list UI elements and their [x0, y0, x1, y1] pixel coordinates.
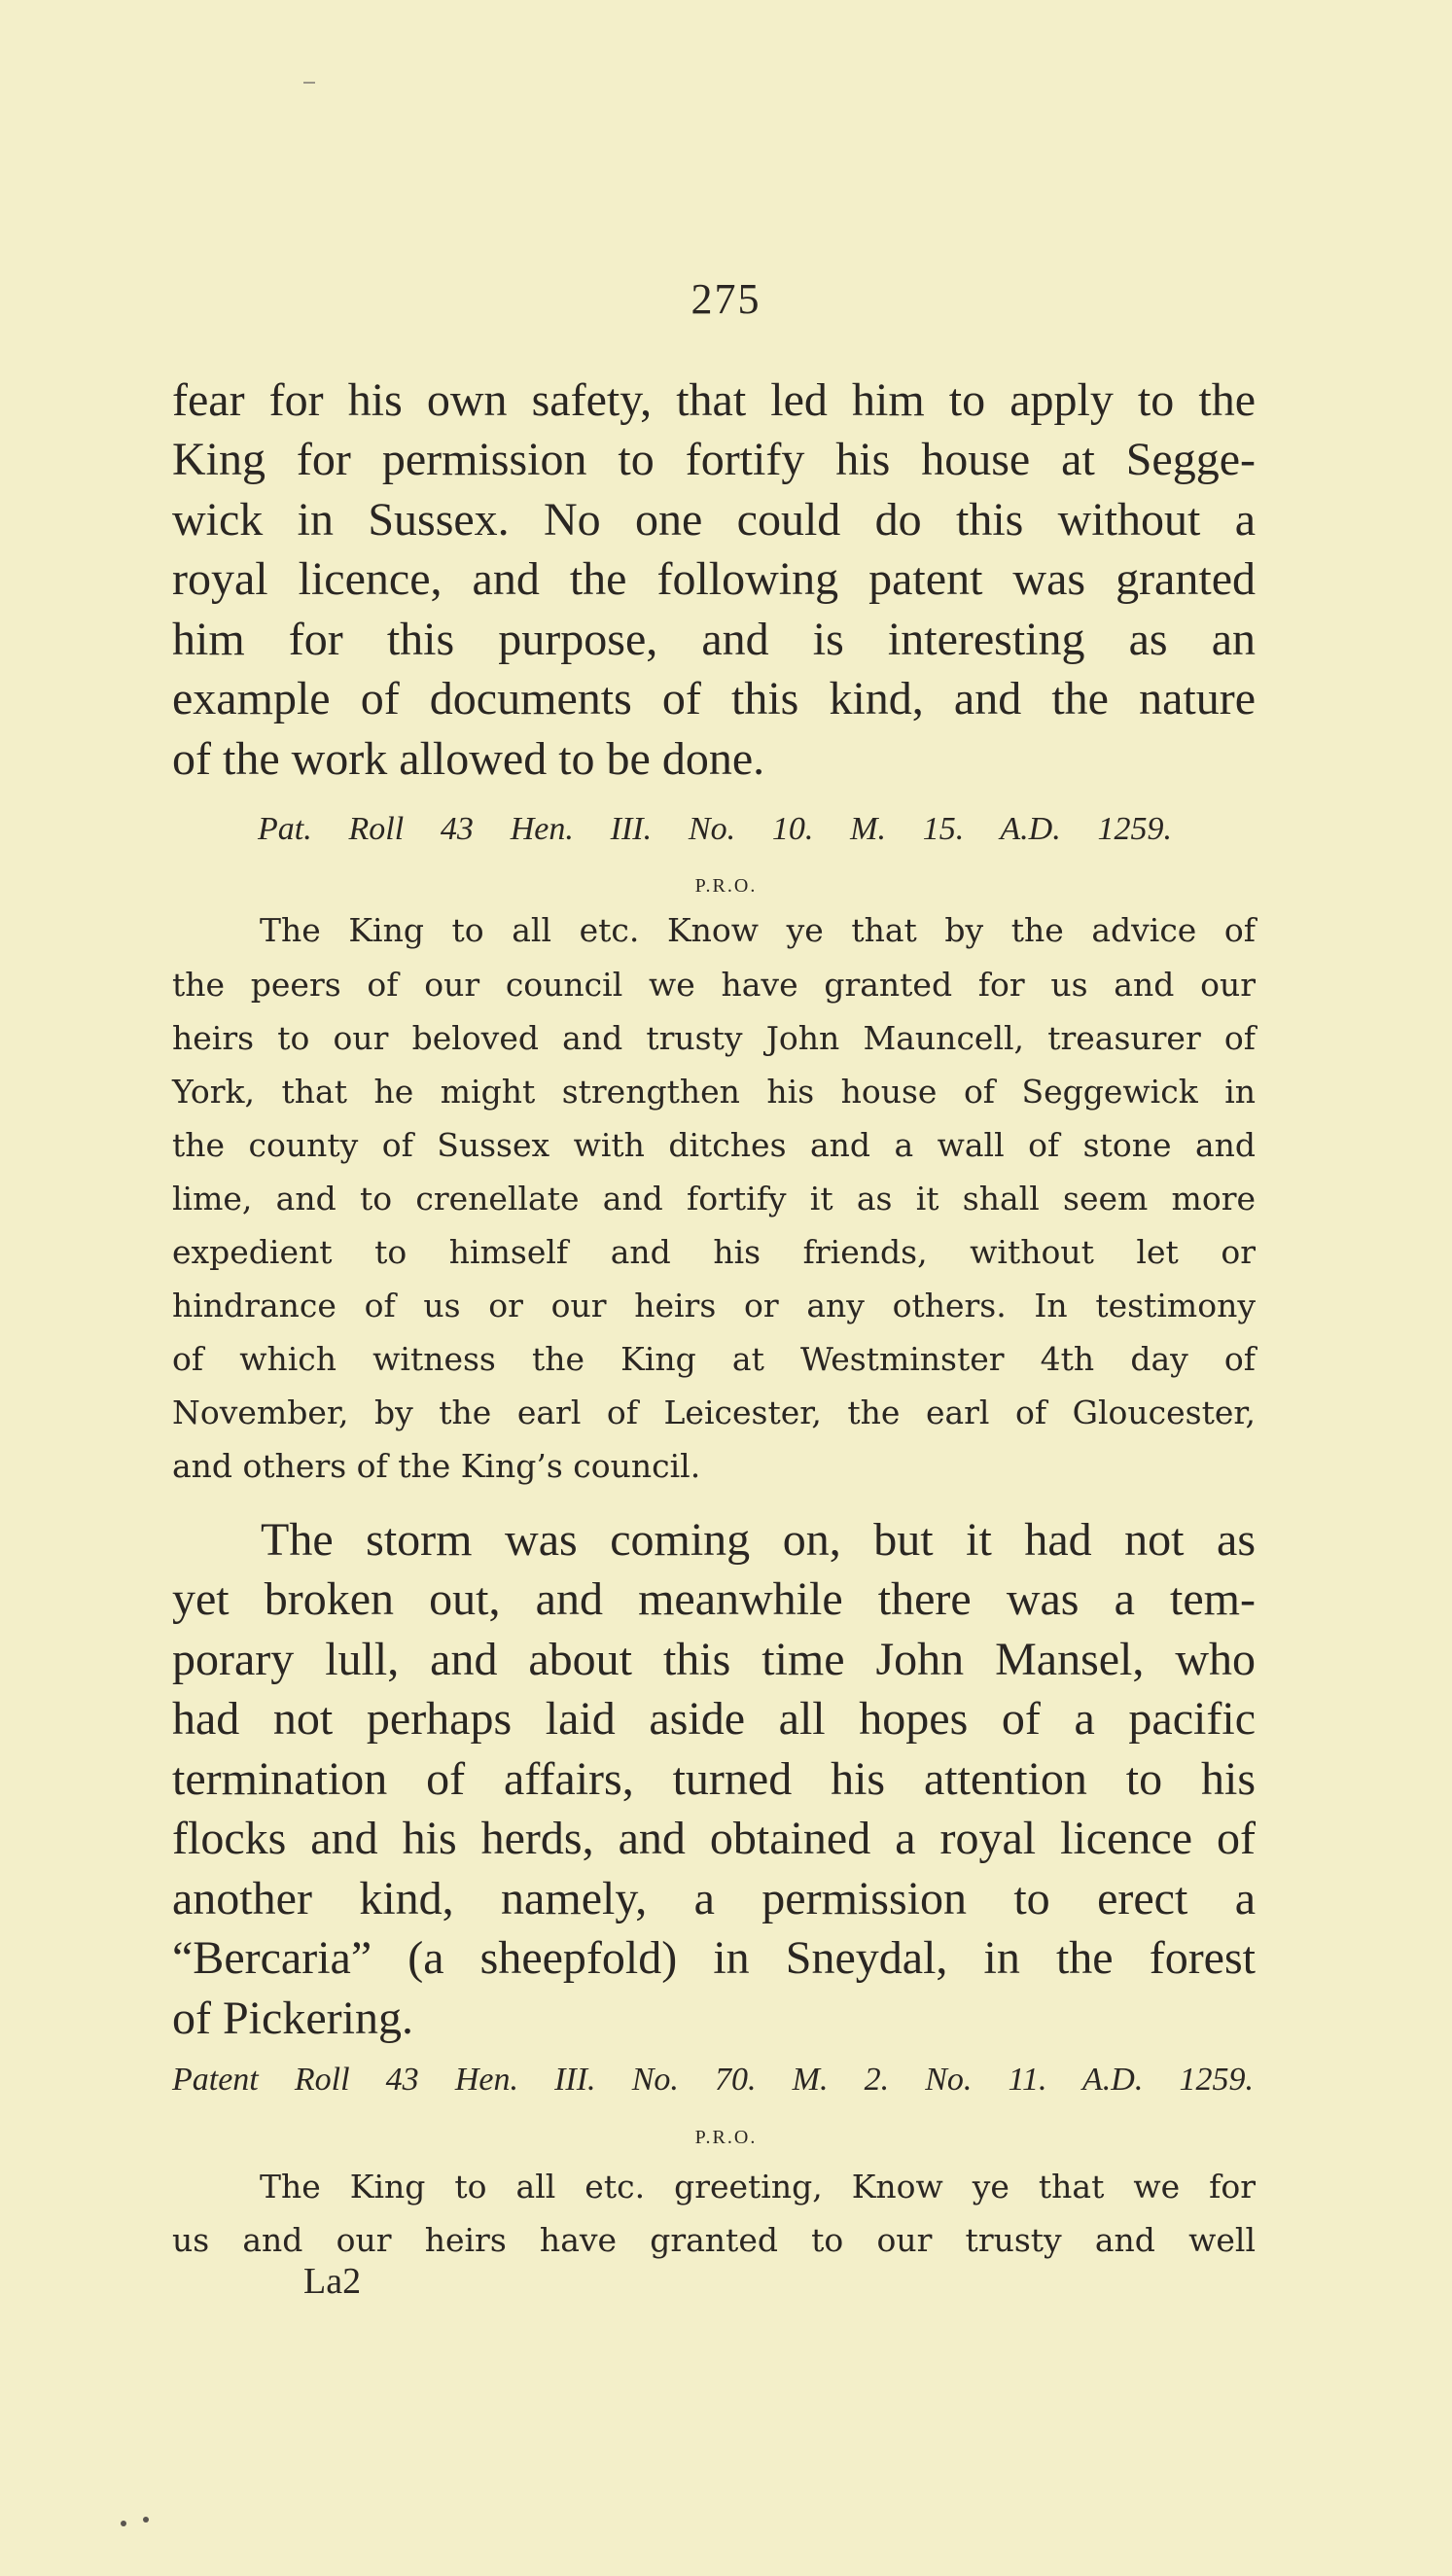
paragraph-1-line: of the work allowed to be done.	[172, 733, 765, 785]
quoted-patent-line: us and our heirs have granted to our trusty and well	[172, 2221, 1256, 2259]
paragraph-2-line: another kind, namely, a permission to erect a	[172, 1873, 1256, 1924]
page-mark	[303, 82, 315, 84]
paragraph-2-line: flocks and his herds, and obtained a royal licence of	[172, 1813, 1256, 1864]
paragraph-1-line: royal licence, and the following patent was granted	[172, 553, 1256, 605]
citation: Pat. Roll 43 Hen. III. No. 10. M. 15. A.D. 1259.	[258, 811, 1172, 847]
paragraph-1-line: wick in Sussex. No one could do this without a	[172, 494, 1256, 546]
quoted-patent-line: expedient to himself and his friends, without let or	[172, 1233, 1256, 1271]
quoted-patent-line: and others of the King’s council.	[172, 1447, 701, 1485]
paragraph-1-line: him for this purpose, and is interesting as an	[172, 614, 1256, 665]
record-office-abbreviation: P.R.O.	[694, 2127, 758, 2148]
quoted-patent-line: The King to all etc. greeting, Know ye that we for	[260, 2168, 1256, 2205]
paragraph-2-line: had not perhaps laid aside all hopes of a pacific	[172, 1693, 1256, 1745]
paragraph-1-line: fear for his own safety, that led him to apply to the	[172, 374, 1256, 426]
quoted-patent-line: of which witness the King at Westminster 4th day of	[172, 1340, 1256, 1378]
paragraph-2-line: of Pickering.	[172, 1993, 413, 2044]
quoted-patent-line: York, that he might strengthen his house of Seggewick in	[172, 1073, 1256, 1111]
ink-speck	[121, 2521, 126, 2526]
paragraph-2-line: The storm was coming on, but it had not as	[261, 1514, 1256, 1566]
quoted-patent-line: the county of Sussex with ditches and a wall of stone and	[172, 1126, 1256, 1164]
paragraph-1-line: King for permission to fortify his house at Segge-	[172, 434, 1256, 485]
paragraph-2-line: termination of affairs, turned his attention to his	[172, 1753, 1256, 1805]
signature-mark: La2	[303, 2261, 362, 2302]
record-office-abbreviation: P.R.O.	[694, 875, 758, 897]
quoted-patent-line: heirs to our beloved and trusty John Mauncell, treasurer of	[172, 1019, 1256, 1057]
paragraph-2-line: “Bercaria” (a sheepfold) in Sneydal, in the forest	[172, 1932, 1256, 1984]
paragraph-2-line: porary lull, and about this time John Mansel, who	[172, 1634, 1256, 1685]
quoted-patent-line: the peers of our council we have granted for us and our	[172, 966, 1256, 1004]
quoted-patent-line: November, by the earl of Leicester, the earl of Gloucester,	[172, 1394, 1256, 1431]
ink-speck	[143, 2517, 149, 2523]
paragraph-2-line: yet broken out, and meanwhile there was a tem-	[172, 1573, 1256, 1625]
quoted-patent-line: hindrance of us or our heirs or any others. In testimony	[172, 1287, 1256, 1324]
paragraph-1-line: example of documents of this kind, and the nature	[172, 673, 1256, 724]
quoted-patent-line: lime, and to crenellate and fortify it as it shall seem more	[172, 1180, 1256, 1217]
quoted-patent-line: The King to all etc. Know ye that by the advice of	[260, 911, 1256, 949]
citation: Patent Roll 43 Hen. III. No. 70. M. 2. No. 11. A.D. 1259.	[172, 2062, 1254, 2098]
page-number: 275	[691, 275, 761, 323]
